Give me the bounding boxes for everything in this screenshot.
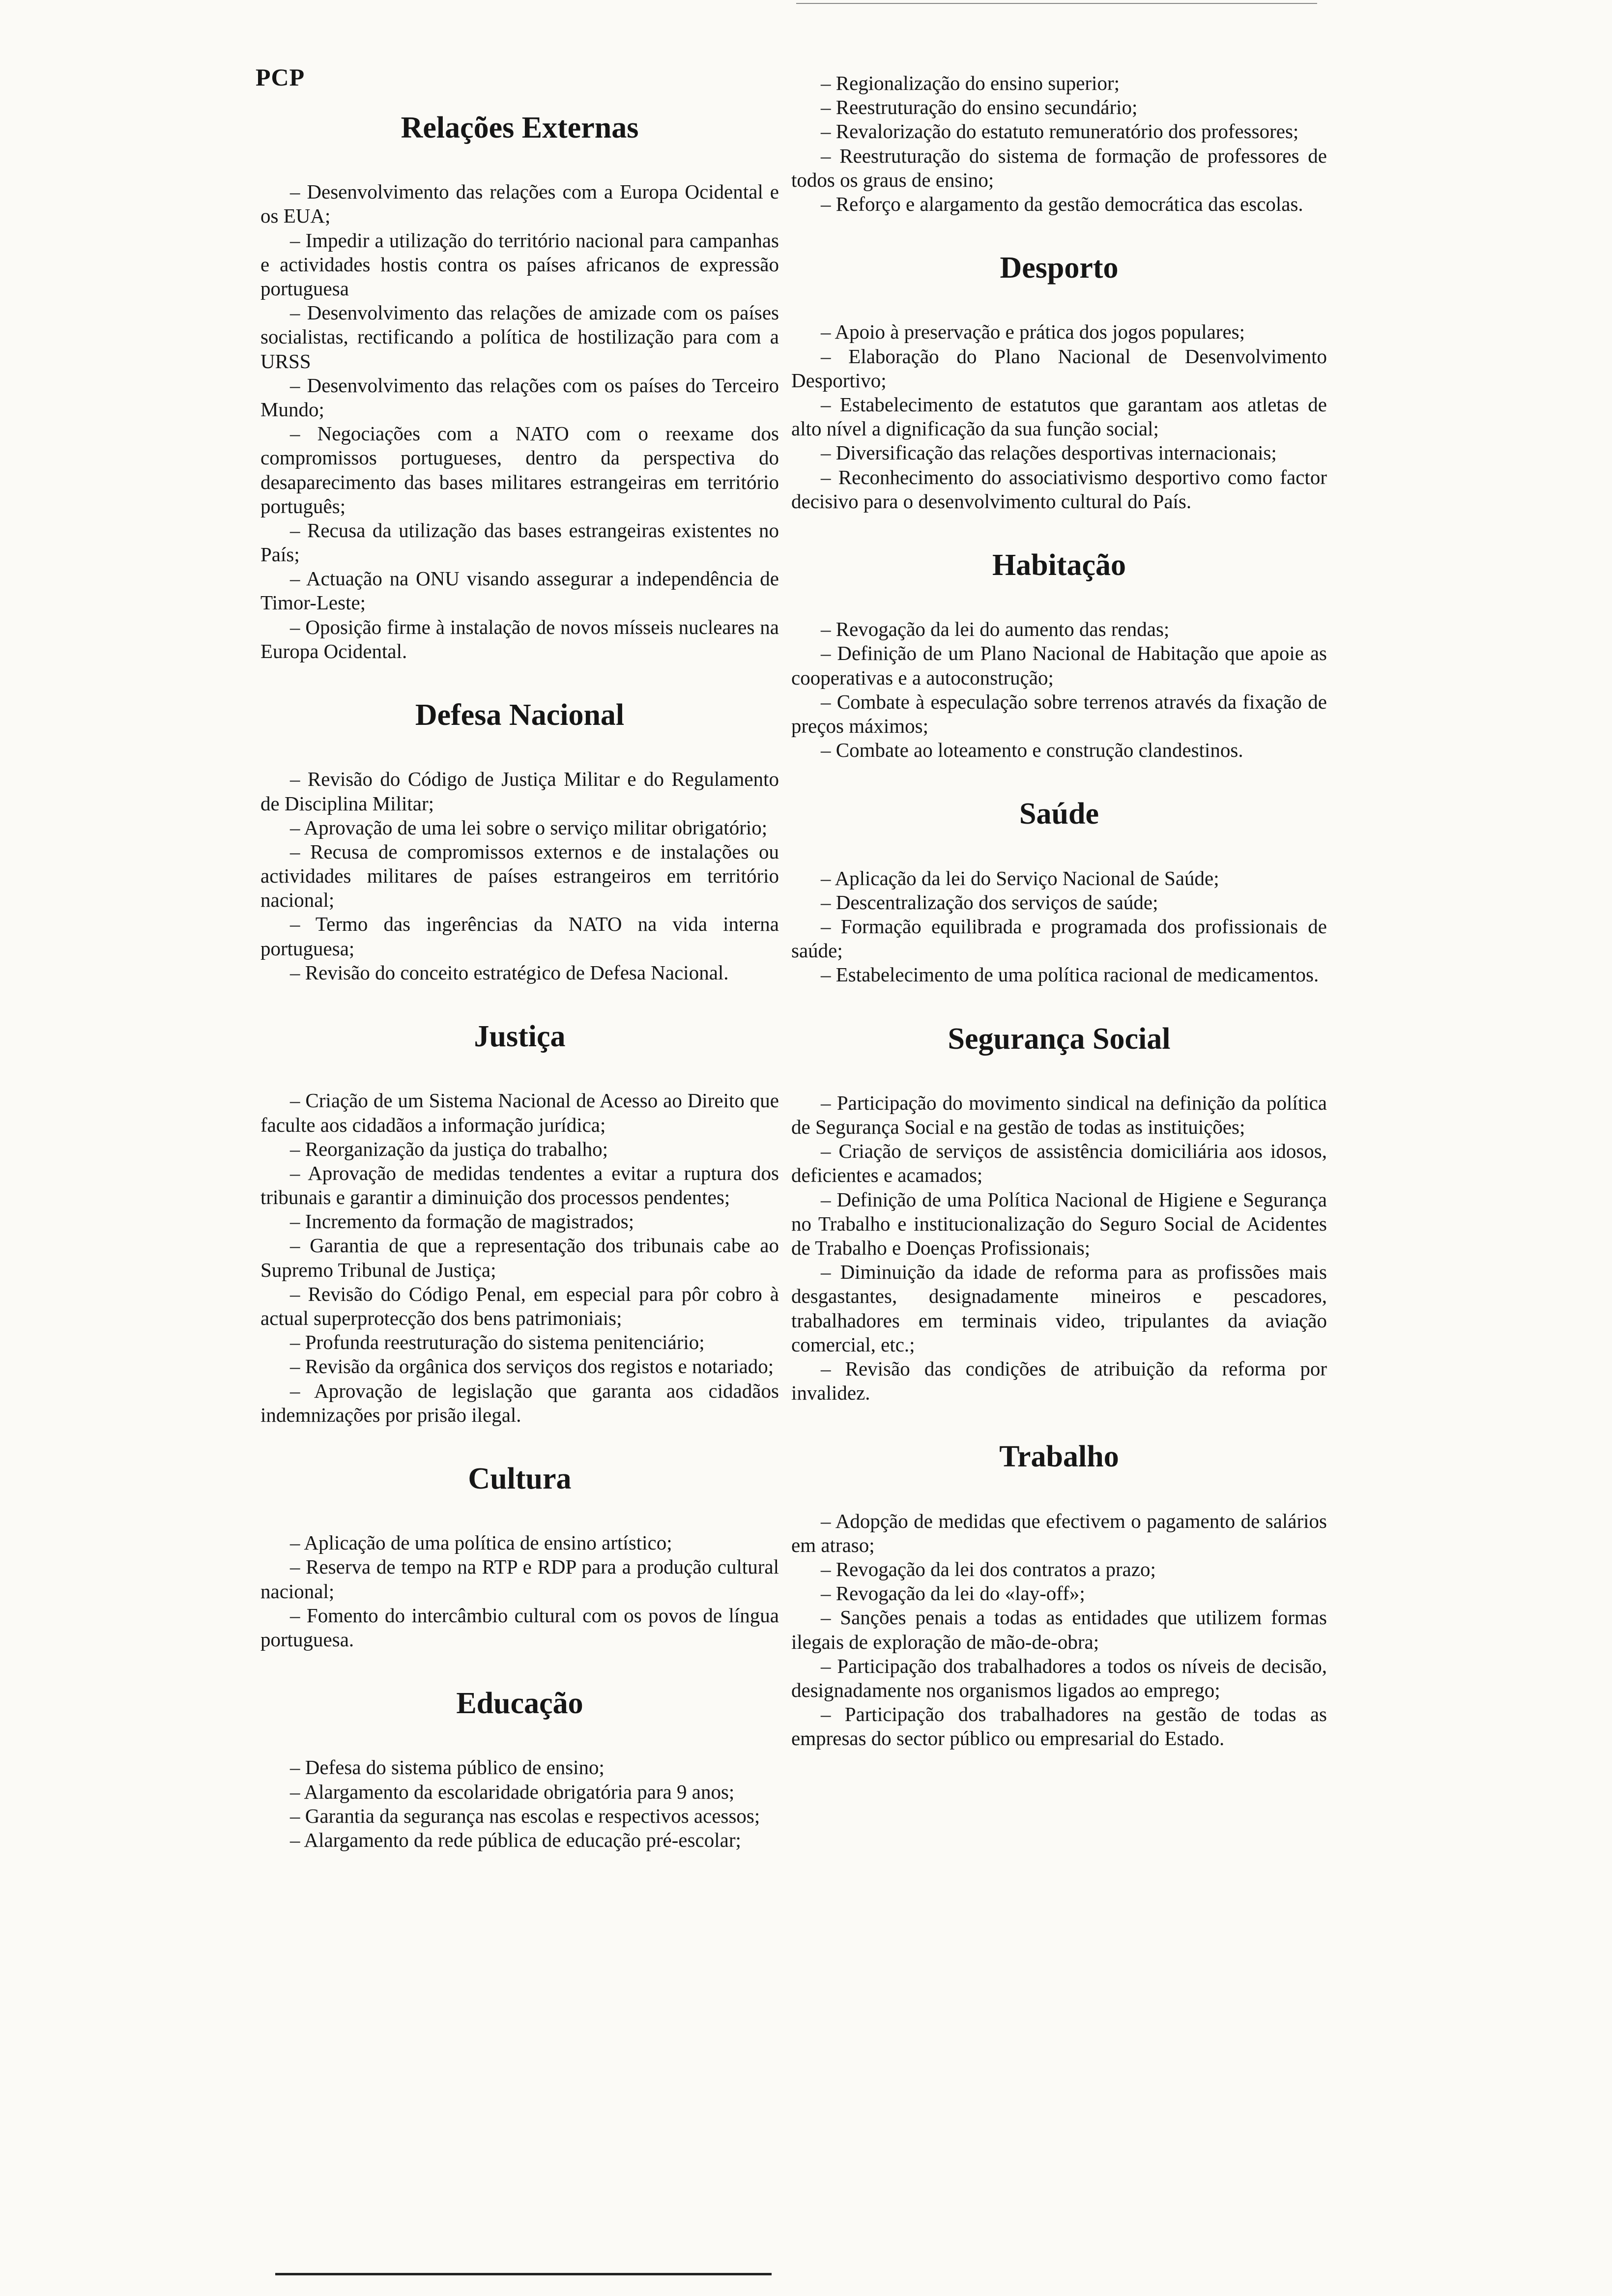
section-justica (260, 985, 779, 1427)
item-list (791, 617, 1327, 762)
list-item: – Diminuição da idade de reforma para as profissões mais desgastantes, designadamente mineiros e pescadores, trabalhadores em terminais video, tripulantes da aviação comercial, etc.; (791, 1261, 1327, 1356)
section-heading: Justiça (474, 1020, 566, 1054)
list-item: – Aprovação de medidas tendentes a evitar a ruptura dos tribunais e garantir a diminuição dos processos pendentes; (260, 1161, 779, 1209)
item-list (791, 320, 1327, 514)
list-item: – Participação do movimento sindical na definição da política de Segurança Social e na gestão de todas as instituições; (791, 1091, 1327, 1139)
list-item: – Incremento da formação de magistrados; (290, 1210, 634, 1233)
list-item: – Aplicação da lei do Serviço Nacional de Saúde; (821, 866, 1219, 890)
item-list (260, 1531, 779, 1652)
list-item: – Adopção de medidas que efectivem o pagamento de salários em atraso; (791, 1509, 1327, 1556)
right-column (791, 71, 1327, 1751)
list-item: – Revalorização do estatuto remuneratório dos professores; (821, 120, 1299, 143)
list-item: – Desenvolvimento das relações de amizade com os países socialistas, rectificando a política de hostilização para com a URSS (260, 301, 779, 373)
list-item: – Reserva de tempo na RTP e RDP para a produção cultural nacional; (260, 1555, 779, 1603)
list-item: – Revogação da lei do aumento das rendas; (821, 618, 1170, 641)
list-item: – Reestruturação do sistema de formação de professores de todos os graus de ensino; (791, 144, 1327, 191)
list-item: – Defesa do sistema público de ensino; (290, 1756, 604, 1779)
section-heading: Cultura (468, 1462, 572, 1495)
list-item: – Negociações com a NATO com o reexame dos compromissos portugueses, dentro da perspectiva do desaparecimento das bases militares estrangeiras em território português; (260, 422, 779, 517)
section-trabalho (791, 1405, 1327, 1751)
item-list (791, 866, 1327, 987)
list-item: – Revogação da lei do «lay-off»; (821, 1582, 1085, 1605)
section-educacao (260, 1652, 779, 1852)
list-item: – Elaboração do Plano Nacional de Desenvolvimento Desportivo; (791, 344, 1327, 392)
item-list (791, 71, 1327, 216)
item-list (791, 1091, 1327, 1405)
list-item: – Reforço e alargamento da gestão democrática das escolas. (821, 192, 1303, 215)
list-item: – Actuação na ONU visando assegurar a independência de Timor-Leste; (260, 567, 779, 614)
item-list (260, 1755, 779, 1852)
item-list (260, 1089, 779, 1427)
list-item: – Desenvolvimento das relações com a Europa Ocidental e os EUA; (260, 180, 779, 228)
section-heading: Saúde (1019, 797, 1099, 831)
list-item: – Estabelecimento de uma política racional de medicamentos. (821, 963, 1319, 986)
list-item: – Revogação da lei dos contratos a prazo; (821, 1557, 1156, 1580)
list-item: – Revisão da orgânica dos serviços dos registos e notariado; (290, 1355, 774, 1378)
section-educacao-cont (791, 71, 1327, 216)
list-item: – Revisão do Código de Justiça Militar e do Regulamento de Disciplina Militar; (260, 768, 779, 815)
section-heading: Educação (456, 1687, 583, 1721)
section-heading: Relações Externas (401, 111, 639, 144)
list-item: – Revisão do Código Penal, em especial para pôr cobro à actual superprotecção dos bens patrimoniais; (260, 1282, 779, 1330)
list-item: – Criação de um Sistema Nacional de Acesso ao Direito que faculte aos cidadãos a informação jurídica; (260, 1089, 779, 1136)
section-defesa-nacional (260, 663, 779, 985)
list-item: – Garantia de que a representação dos tribunais cabe ao Supremo Tribunal de Justiça; (260, 1234, 779, 1281)
item-list (791, 1509, 1327, 1751)
section-heading: Desporto (1000, 251, 1119, 285)
list-item: – Recusa de compromissos externos e de instalações ou actividades militares de países estrangeiros em território nacional; (260, 840, 779, 912)
list-item: – Reestruturação do ensino secundário; (821, 96, 1138, 119)
section-desporto (791, 216, 1327, 514)
section-seguranca-social (791, 987, 1327, 1406)
list-item: – Descentralização dos serviços de saúde; (821, 890, 1158, 914)
section-heading: Segurança Social (948, 1022, 1171, 1056)
bottom-rule (275, 2273, 772, 2275)
list-item: – Participação dos trabalhadores a todos os níveis de decisão, designadamente nos organismos ligados ao emprego; (791, 1654, 1327, 1701)
list-item: – Alargamento da rede pública de educação pré-escolar; (290, 1829, 741, 1852)
list-item: – Definição de um Plano Nacional de Habitação que apoie as cooperativas e a autoconstrução; (791, 642, 1327, 689)
list-item: – Desenvolvimento das relações com os países do Terceiro Mundo; (260, 373, 779, 421)
section-habitacao (791, 514, 1327, 762)
list-item: – Profunda reestruturação do sistema penitenciário; (290, 1331, 705, 1354)
section-relacoes-externas (260, 111, 779, 663)
section-saude (791, 762, 1327, 987)
section-heading: Defesa Nacional (415, 698, 625, 732)
list-item: – Revisão do conceito estratégico de Defesa Nacional. (290, 961, 729, 984)
list-item: – Formação equilibrada e programada dos profissionais de saúde; (791, 915, 1327, 962)
list-item: – Reorganização da justiça do trabalho; (290, 1137, 608, 1160)
list-item: – Fomento do intercâmbio cultural com os povos de língua portuguesa. (260, 1604, 779, 1651)
section-heading: Trabalho (999, 1440, 1119, 1474)
section-heading: Habitação (992, 548, 1126, 582)
list-item: – Estabelecimento de estatutos que garantam aos atletas de alto nível a dignificação da sua função social; (791, 393, 1327, 440)
list-item: – Reconhecimento do associativismo desportivo como factor decisivo para o desenvolvimento cultural do País. (791, 465, 1327, 513)
list-item: – Aprovação de legislação que garanta aos cidadãos indemnizações por prisão ilegal. (260, 1379, 779, 1426)
list-item: – Impedir a utilização do território nacional para campanhas e actividades hostis contra os países africanos de expressão portuguesa (260, 229, 779, 300)
left-column (260, 111, 779, 1852)
list-item: – Definição de uma Política Nacional de Higiene e Segurança no Trabalho e institucionalização do Seguro Social de Acidentes de Trabalho e Doenças Profissionais; (791, 1188, 1327, 1259)
list-item: – Termo das ingerências da NATO na vida interna portuguesa; (260, 913, 779, 960)
list-item: – Aplicação de uma política de ensino artístico; (290, 1531, 672, 1554)
list-item: – Recusa da utilização das bases estrangeiras existentes no País; (260, 518, 779, 566)
list-item: – Diversificação das relações desportivas internacionais; (821, 441, 1277, 464)
list-item: – Alargamento da escolaridade obrigatória para 9 anos; (290, 1780, 735, 1803)
list-item: – Criação de serviços de assistência domiciliária aos idosos, deficientes e acamados; (791, 1140, 1327, 1187)
list-item: – Sanções penais a todas as entidades que utilizem formas ilegais de exploração de mão-de-obra; (791, 1606, 1327, 1653)
list-item: – Participação dos trabalhadores na gestão de todas as empresas do sector público ou empresarial do Estado. (791, 1703, 1327, 1750)
party-label: PCP (256, 63, 305, 91)
list-item: – Combate ao loteamento e construção clandestinos. (821, 739, 1243, 762)
list-item: – Revisão das condições de atribuição da reforma por invalidez. (791, 1357, 1327, 1405)
list-item: – Aprovação de uma lei sobre o serviço militar obrigatório; (290, 816, 768, 839)
top-rule (796, 3, 1317, 4)
list-item: – Garantia da segurança nas escolas e respectivos acessos; (290, 1804, 760, 1827)
list-item: – Regionalização do ensino superior; (821, 72, 1120, 94)
item-list (260, 180, 779, 663)
section-cultura (260, 1427, 779, 1652)
list-item: – Apoio à preservação e prática dos jogos populares; (821, 320, 1245, 344)
list-item: – Oposição firme à instalação de novos mísseis nucleares na Europa Ocidental. (260, 615, 779, 662)
list-item: – Combate à especulação sobre terrenos através da fixação de preços máximos; (791, 690, 1327, 737)
item-list (260, 767, 779, 985)
